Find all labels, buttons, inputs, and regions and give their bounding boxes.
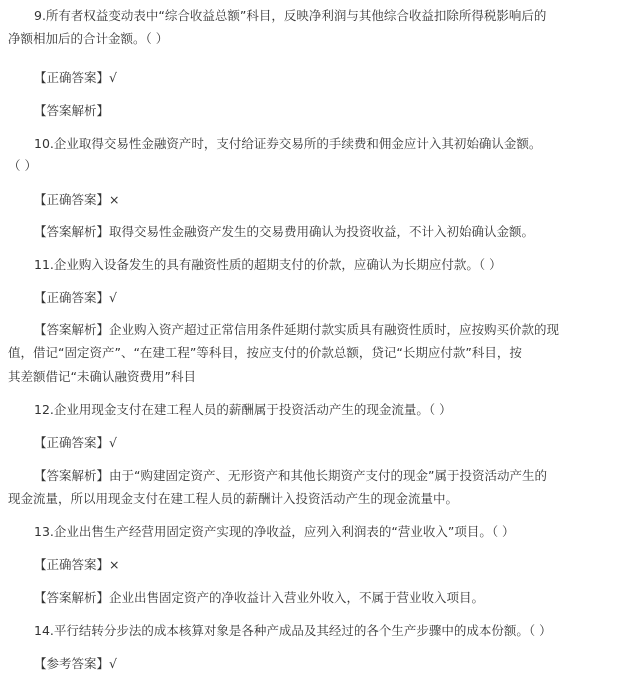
question-10-answer: 【正确答案】× xyxy=(34,192,120,207)
question-10-text: 10.企业取得交易性金融资产时，支付给证券交易所的手续费和佣金应计入其初始确认金额。 xyxy=(34,136,542,151)
question-13-analysis: 【答案解析】企业出售固定资产的净收益计入营业外收入，不属于营业收入项目。 xyxy=(34,590,485,605)
question-9-analysis: 【答案解析】 xyxy=(34,103,110,118)
question-12-analysis: 【答案解析】由于“购建固定资产、无形资产和其他长期资产支付的现金”属于投资活动产生的 xyxy=(34,468,547,483)
question-11-analysis-cont2: 其差额借记“未确认融资费用”科目 xyxy=(8,369,196,384)
question-12-answer: 【正确答案】√ xyxy=(34,435,117,450)
question-11-text: 11.企业购入设备发生的具有融资性质的超期支付的价款，应确认为长期应付款。（ ） xyxy=(34,257,502,272)
question-10-analysis: 【答案解析】取得交易性金融资产发生的交易费用确认为投资收益，不计入初始确认金额。 xyxy=(34,224,535,239)
question-10-text-cont: （ ） xyxy=(8,158,37,173)
question-9-text-cont: 净额相加后的合计金额。（ ） xyxy=(8,31,169,46)
question-11-analysis-cont: 值，借记“固定资产”、“在建工程”等科目，按应支付的价款总额，贷记“长期应付款”科目，按 xyxy=(8,345,522,360)
question-11-analysis: 【答案解析】企业购入资产超过正常信用条件延期付款实质具有融资性质时，应按购买价款的现 xyxy=(34,322,560,337)
question-13-answer: 【正确答案】× xyxy=(34,557,120,572)
question-14-text: 14.平行结转分步法的成本核算对象是各种产成品及其经过的各个生产步骤中的成本份额。（ ） xyxy=(34,623,552,638)
question-13-text: 13.企业出售生产经营用固定资产实现的净收益，应列入利润表的“营业收入”项目。（ ） xyxy=(34,524,515,539)
question-14-answer: 【参考答案】√ xyxy=(34,656,117,671)
question-12-text: 12.企业用现金支付在建工程人员的薪酬属于投资活动产生的现金流量。（ ） xyxy=(34,402,452,417)
question-11-answer: 【正确答案】√ xyxy=(34,290,117,305)
question-9-text: 9.所有者权益变动表中“综合收益总额”科目，反映净利润与其他综合收益扣除所得税影响后的 xyxy=(34,8,547,23)
question-9-answer: 【正确答案】√ xyxy=(34,70,117,85)
question-12-analysis-cont: 现金流量，所以用现金支付在建工程人员的薪酬计入投资活动产生的现金流量中。 xyxy=(8,491,459,506)
